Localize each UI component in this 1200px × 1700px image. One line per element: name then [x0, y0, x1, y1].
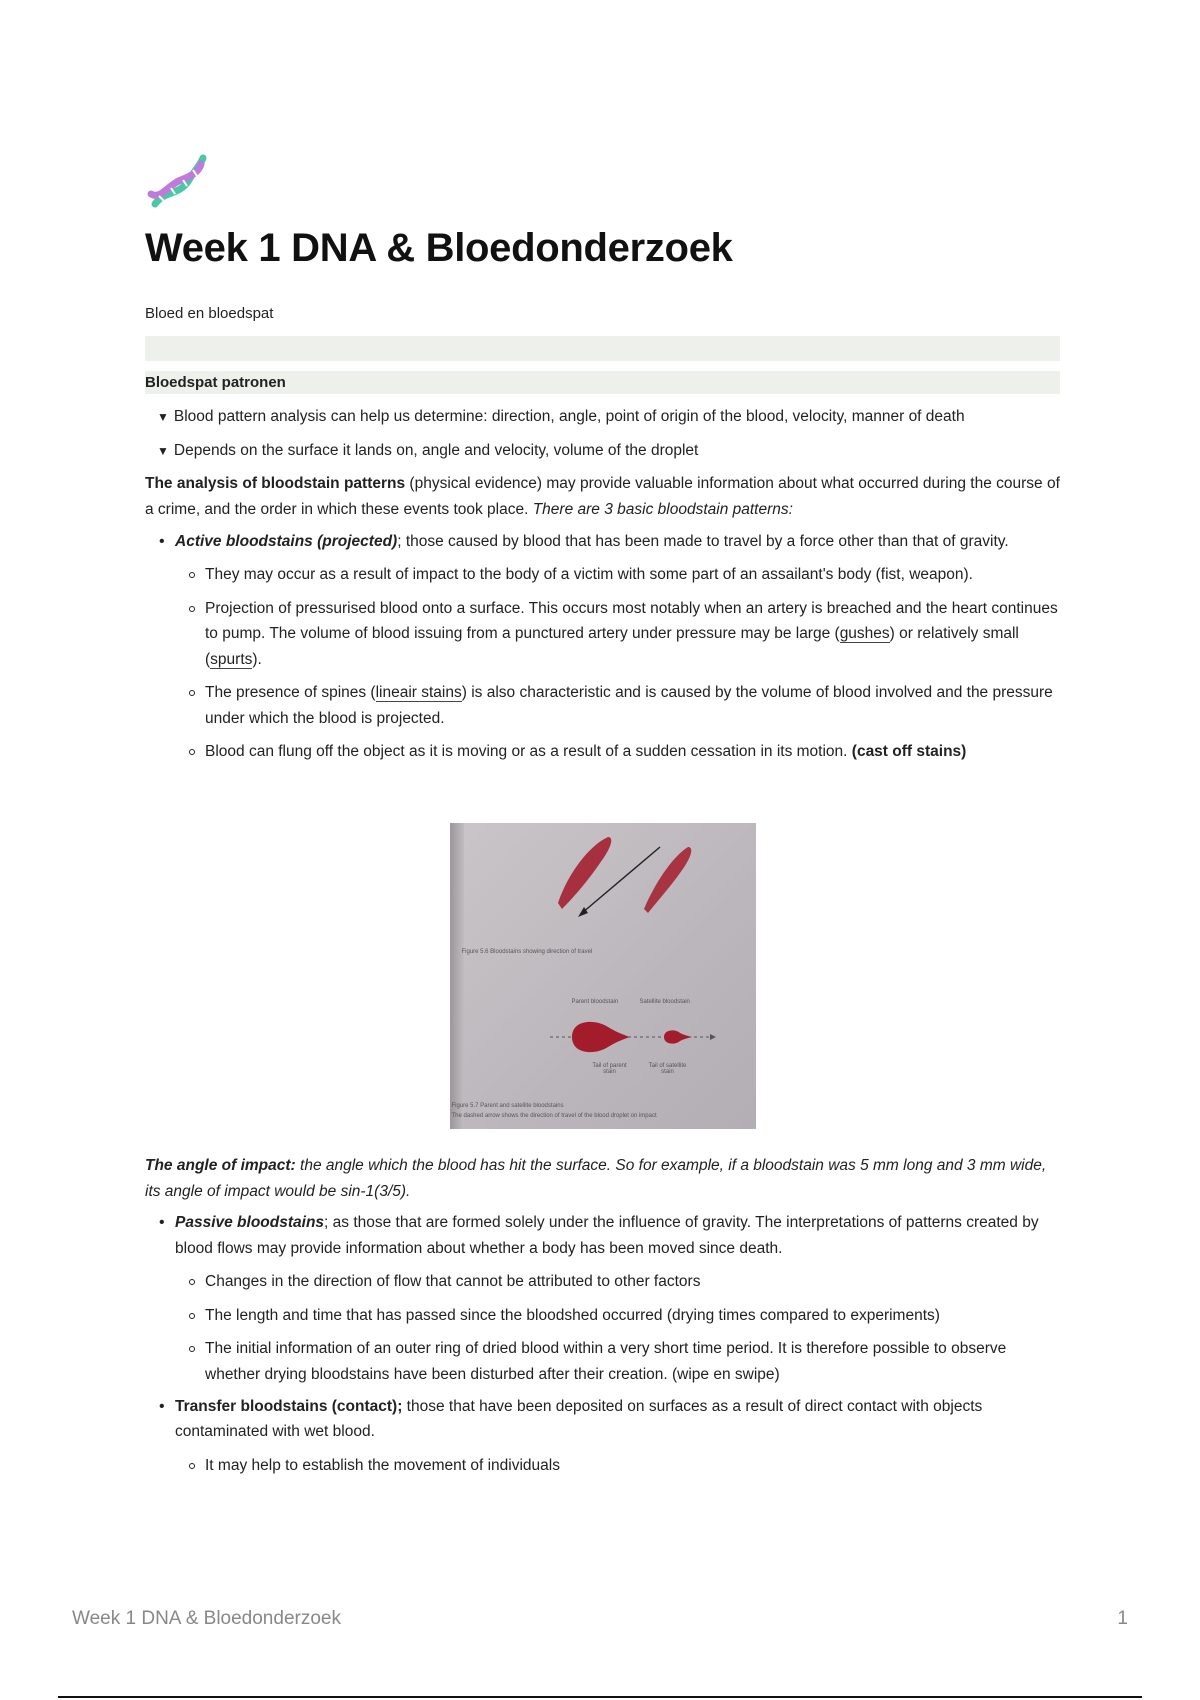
bottom-divider [58, 1696, 1142, 1698]
active-label: Active bloodstains (projected) [175, 532, 398, 550]
page-footer [72, 1608, 1128, 1630]
toggle-text: Depends on the surface it lands on, angle and velocity, volume of the droplet [173, 441, 699, 459]
triangle-down-icon[interactable]: ▼ [157, 410, 169, 424]
toggle-text: Blood pattern analysis can help us determine: direction, angle, point of origin of the blood, velocity, manner of death [173, 408, 965, 425]
intro-italic: There are 3 basic bloodstain patterns: [532, 500, 793, 518]
triangle-down-icon[interactable]: ▼ [157, 443, 169, 458]
bold-term: (cast off stains) [851, 743, 967, 761]
list-item: The initial information of an outer ring of dried blood within a very short time period. It is therefore possible to observe whether drying bloodstains have been disturbed after their creation. (wipe en swipe) [205, 1336, 1060, 1387]
footer-title: Week 1 DNA & Bloedonderzoek [72, 1608, 341, 1629]
list-item [205, 680, 1060, 731]
passive-label: Passive bloodstains [175, 1214, 325, 1232]
active-text: ; those caused by blood that has been made to travel by a force other than that of gravity. [397, 532, 1009, 550]
document-page [145, 150, 1060, 1478]
list-item: They may occur as a result of impact to the body of a victim with some part of an assailant's body (fist, weapon). [205, 562, 1060, 588]
sub-list [175, 1269, 1060, 1387]
passive-text: ; as those that are formed solely under the influence of gravity. The interpretations of patterns created by blood flows may provide information about whether a body has been moved since death. [175, 1214, 1039, 1257]
underlined-term: gushes [839, 625, 890, 643]
underlined-term: spurts [210, 650, 253, 668]
arrow-head [710, 1034, 716, 1040]
transfer-text: those that have been deposited on surfaces as a result of direct contact with objects contaminated with wet blood. [175, 1397, 983, 1441]
list-item-passive [175, 1210, 1060, 1387]
text-run: The presence of spines ( [205, 684, 376, 702]
intro-text: (physical evidence) may provide valuable information about what occurred during the course of a crime, and the order in which these events took place. [145, 475, 1060, 518]
list-item: The length and time that has passed since the bloodshed occurred (drying times compared to experiments) [205, 1303, 1060, 1329]
intro-paragraph [145, 471, 1060, 522]
list-item [205, 739, 1060, 765]
figure-label: Tail of parent stain [592, 1063, 627, 1075]
empty-highlight-block [145, 336, 1060, 361]
satellite-stain [664, 1030, 692, 1043]
angle-bold: The angle of impact: [145, 1157, 296, 1174]
figure-caption: Figure 5.7 Parent and satellite bloodstains [451, 1103, 564, 1109]
page-title: Week 1 DNA & Bloedonderzoek [145, 226, 733, 270]
page-number: 1 [1117, 1608, 1128, 1629]
transfer-label: Transfer bloodstains (contact); [175, 1397, 403, 1415]
dna-icon [145, 150, 209, 214]
intro-bold: The analysis of bloodstain patterns [145, 475, 406, 493]
figure-label: Satellite bloodstain [639, 999, 690, 1005]
text-run: Blood can flung off the object as it is moving or as a result of a sudden cessation in its motion. [205, 743, 852, 761]
toggle-item[interactable] [145, 440, 1060, 462]
parent-stain [572, 1022, 630, 1052]
toggle-item[interactable] [145, 406, 1060, 428]
sub-list [175, 1453, 1060, 1479]
elongated-stain [558, 837, 611, 909]
figure-caption: The dashed arrow shows the direction of travel of the blood droplet on impact [451, 1113, 657, 1119]
bloodstain-photo [450, 823, 756, 1129]
bloodstain-drawing [450, 823, 756, 1129]
sub-list [175, 562, 1060, 765]
list-item: It may help to establish the movement of individuals [205, 1453, 1060, 1479]
bullet-list [145, 1210, 1060, 1478]
underlined-term: lineair stains [375, 684, 462, 702]
angle-paragraph [145, 1153, 1060, 1204]
text-run: ) is also characteristic and is caused by the volume of blood involved and the pressure under which the blood is projected. [205, 684, 1053, 727]
list-item-active [175, 529, 1060, 766]
text-run: Projection of pressurised blood onto a surface. This occurs most notably when an artery is breached and the heart continues to pump. The volume of blood issuing from a punctured artery under pressure may be large ( [205, 599, 1058, 643]
list-item-transfer [175, 1394, 1060, 1479]
section-heading: Bloedspat patronen [145, 371, 1060, 394]
list-item: Changes in the direction of flow that cannot be attributed to other factors [205, 1269, 1060, 1295]
bullet-list [145, 529, 1060, 766]
figure-caption: Figure 5.6 Bloodstains showing direction of travel [461, 949, 593, 955]
text-run: ). [252, 650, 262, 668]
list-item [205, 596, 1060, 673]
figure-label: Tail of satellite stain [648, 1063, 687, 1075]
elongated-stain [644, 847, 691, 913]
subtitle: Bloed en bloedspat [145, 305, 274, 322]
angle-text: the angle which the blood has hit the surface. So for example, if a bloodstain was 5 mm long and 3 mm wide, its angle of impact would be sin-1(3/5). [145, 1157, 1047, 1200]
text-run: ) or relatively small ( [205, 625, 1019, 668]
figure-label: Parent bloodstain [571, 999, 619, 1005]
